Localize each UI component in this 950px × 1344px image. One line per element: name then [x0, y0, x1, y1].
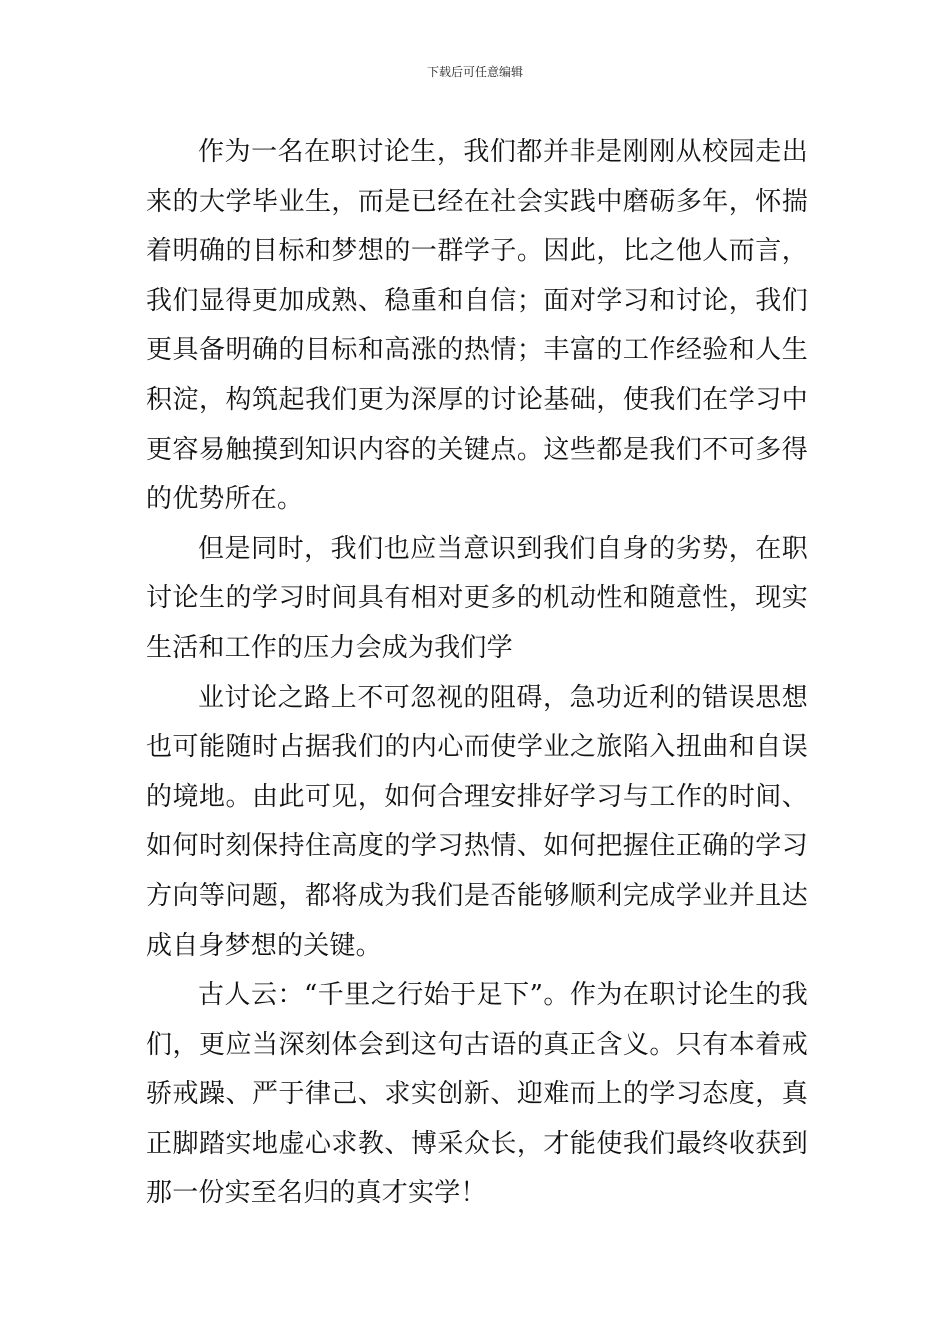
paragraph: 古人云：“千里之行始于足下”。作为在职讨论生的我们，更应当深刻体会到这句古语的真正含义。只有本着戒骄戒躁、严于律己、求实创新、迎难而上的学习态度，真正脚踏实地虚心求教、博采众长，才能使我们最终收获到那一份实至名归的真才实学！ [146, 980, 808, 1209]
document-body [146, 128, 808, 1219]
paragraph: 但是同时，我们也应当意识到我们自身的劣势，在职讨论生的学习时间具有相对更多的机动性和随意性，现实生活和工作的压力会成为我们学 [146, 533, 808, 663]
paragraph: 作为一名在职讨论生，我们都并非是刚刚从校园走出来的大学毕业生，而是已经在社会实践中磨砺多年，怀揣着明确的目标和梦想的一群学子。因此，比之他人而言，我们显得更加成熟、稳重和自信；面对学习和讨论，我们更具备明确的目标和高涨的热情；丰富的工作经验和人生积淀，构筑起我们更为深厚的讨论基础，使我们在学习中更容易触摸到知识内容的关键点。这些都是我们不可多得的优势所在。 [146, 137, 808, 515]
page-header: 下载后可任意编辑 [426, 65, 523, 79]
paragraph: 业讨论之路上不可忽视的阻碍，急功近利的错误思想也可能随时占据我们的内心而使学业之旅陷入扭曲和自误的境地。由此可见，如何合理安排好学习与工作的时间、如何时刻保持住高度的学习热情、如何把握住正确的学习方向等问题，都将成为我们是否能够顺利完成学业并且达成自身梦想的关键。 [146, 682, 808, 961]
